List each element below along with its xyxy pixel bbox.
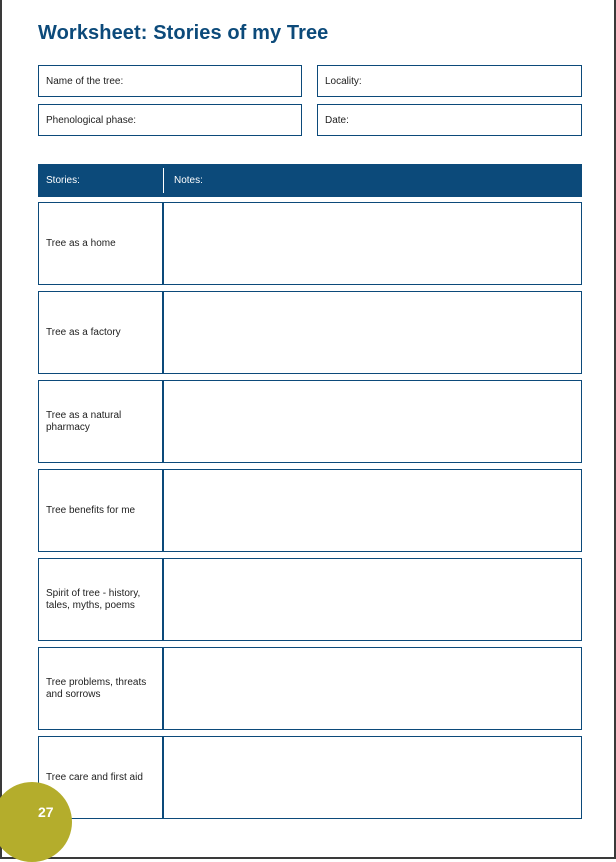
stories-table-header <box>38 164 582 197</box>
phenological-phase-field[interactable] <box>38 104 302 136</box>
stories-column-header: Stories: <box>46 175 80 186</box>
phenological-phase-label: Phenological phase: <box>46 114 137 126</box>
story-label-tree-care: Tree care and first aid <box>38 736 163 819</box>
page-title: Worksheet: Stories of my Tree <box>38 22 329 44</box>
notes-box-tree-as-factory[interactable] <box>163 291 582 374</box>
page-number: 27 <box>38 804 54 820</box>
notes-box-tree-as-home[interactable] <box>163 202 582 285</box>
notes-box-tree-problems[interactable] <box>163 647 582 730</box>
notes-box-natural-pharmacy[interactable] <box>163 380 582 463</box>
notes-box-tree-benefits[interactable] <box>163 469 582 552</box>
locality-label: Locality: <box>325 75 362 87</box>
locality-field[interactable] <box>317 65 582 97</box>
header-divider <box>163 168 164 193</box>
tree-name-field[interactable] <box>38 65 302 97</box>
date-label: Date: <box>325 114 349 126</box>
story-label-spirit-of-tree: Spirit of tree - history, tales, myths, poems <box>38 558 163 641</box>
notes-box-tree-care[interactable] <box>163 736 582 819</box>
story-label-tree-as-home: Tree as a home <box>38 202 163 285</box>
tree-name-label: Name of the tree: <box>46 75 124 87</box>
page-number-badge <box>0 782 72 862</box>
story-label-tree-problems: Tree problems, threats and sorrows <box>38 647 163 730</box>
notes-column-header: Notes: <box>174 175 203 186</box>
story-label-tree-as-factory: Tree as a factory <box>38 291 163 374</box>
story-label-natural-pharmacy: Tree as a natural pharmacy <box>38 380 163 463</box>
notes-box-spirit-of-tree[interactable] <box>163 558 582 641</box>
story-label-tree-benefits: Tree benefits for me <box>38 469 163 552</box>
date-field[interactable] <box>317 104 582 136</box>
page-border-left <box>0 0 2 859</box>
